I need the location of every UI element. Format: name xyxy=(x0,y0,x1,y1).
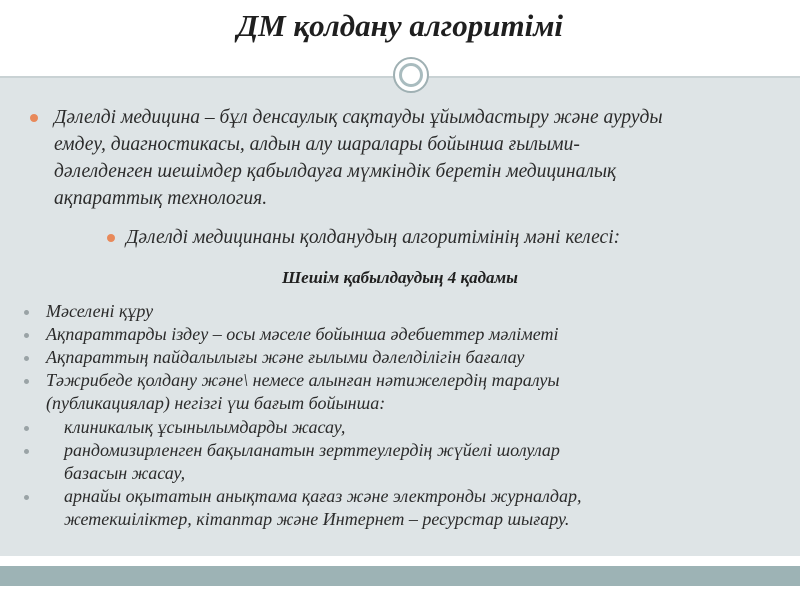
intro-line-4: ақпараттық технология. xyxy=(54,188,268,209)
bullet-algorithm xyxy=(107,234,115,242)
list-item-7-line-2: жетекшіліктер, кітаптар және Интернет – ресурстар шығару. xyxy=(64,509,570,529)
circle-ornament-inner xyxy=(399,63,423,87)
bullet-item-2 xyxy=(24,333,29,338)
list-item-6-line-2: базасын жасау, xyxy=(64,463,186,483)
list-item-3: Ақпараттың пайдалылығы және ғылыми дәлелділігін бағалау xyxy=(46,347,525,367)
bullet-item-3 xyxy=(24,356,29,361)
intro-line-3: дәлелденген шешімдер қабылдауға мүмкіндік беретін медициналық xyxy=(54,161,617,182)
footer-bar xyxy=(0,566,800,586)
list-item-4-line-2: (публикациялар) негізгі үш бағыт бойынша: xyxy=(46,393,386,413)
bullet-item-4 xyxy=(24,379,29,384)
bullet-item-5 xyxy=(24,426,29,431)
intro-line-1: Дәлелді медицина – бұл денсаулық сақтауды ұйымдастыру және ауруды xyxy=(54,107,663,128)
list-item-2: Ақпараттарды іздеу – осы мәселе бойынша әдебиеттер мәліметі xyxy=(46,324,559,344)
list-item-1: Мәселені құру xyxy=(46,301,154,321)
list-item-4-line-1: Тәжрибеде қолдану және\ немесе алынған нәтижелердің таралуы xyxy=(46,370,560,390)
list-item-5: клиникалық ұсынылымдарды жасау, xyxy=(64,417,346,437)
steps-heading: Шешім қабылдаудың 4 қадамы xyxy=(282,268,518,287)
bullet-item-7 xyxy=(24,495,29,500)
bullet-item-6 xyxy=(24,449,29,454)
circle-ornament-icon xyxy=(393,57,429,93)
algorithm-intro: Дәлелді медицинаны қолданудың алгоритімінің мәні келесі: xyxy=(126,227,621,248)
list-item-6-line-1: рандомизирленген бақыланатын зерттеулердің жүйелі шолулар xyxy=(64,440,560,460)
list-item-7-line-1: арнайы оқытатын анықтама қағаз және электронды журналдар, xyxy=(64,486,582,506)
slide-title: ДМ қолдану алгоритімі xyxy=(236,8,564,43)
slide-footer xyxy=(0,556,800,600)
bullet-intro xyxy=(30,114,38,122)
bullet-item-1 xyxy=(24,310,29,315)
intro-line-2: емдеу, диагностикасы, алдын алу шаралары бойынша ғылыми- xyxy=(54,134,580,155)
